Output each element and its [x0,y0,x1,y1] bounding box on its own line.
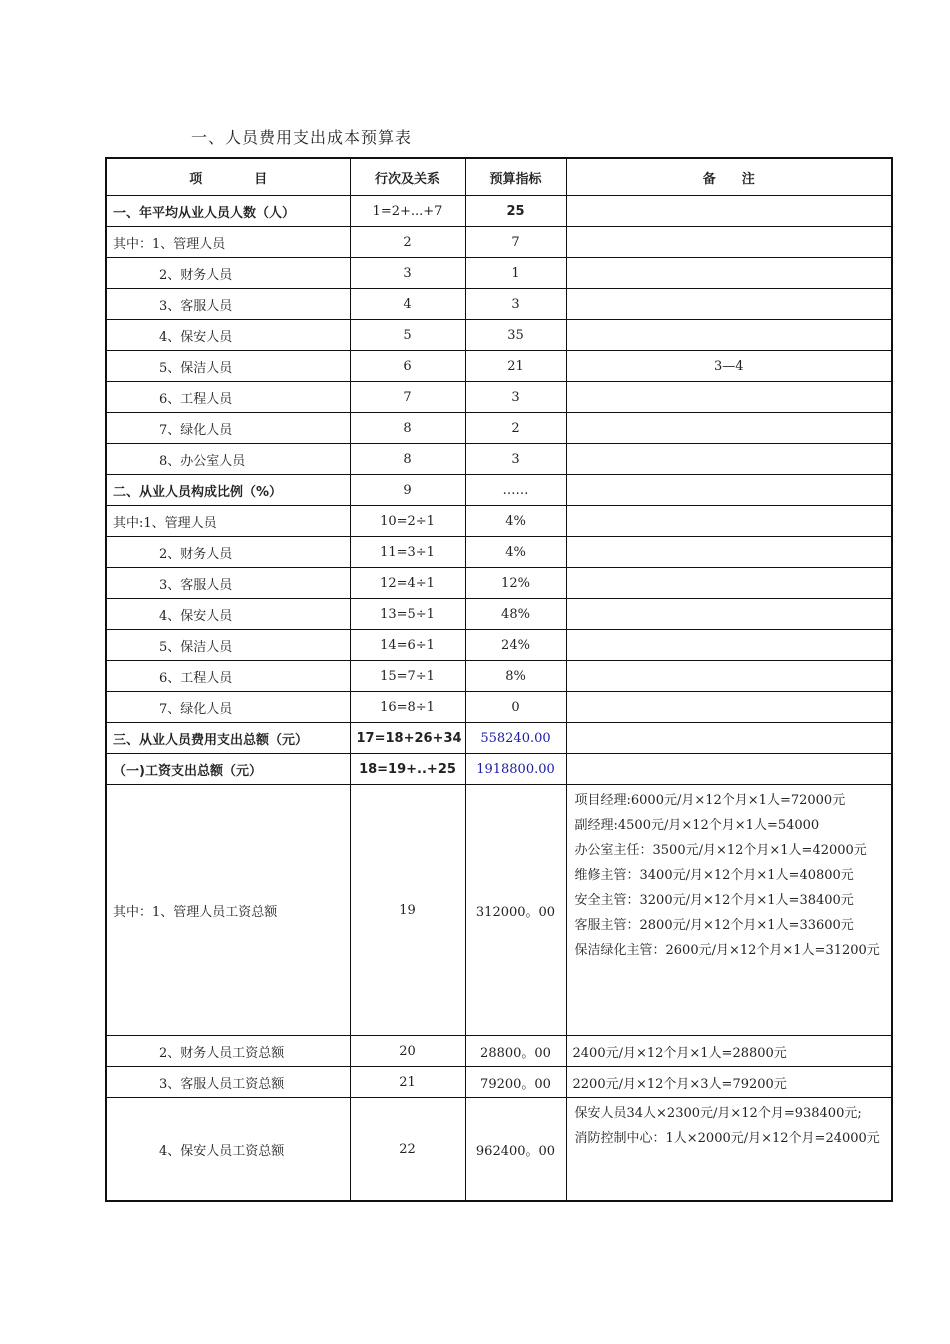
table-row [106,444,892,475]
table-row [106,785,892,1036]
budget-cell: 4% [465,506,566,537]
note-line: 客服主管：2800元/月×12个月×1人=33600元 [574,918,854,933]
header-note: 备 注 [566,158,892,196]
item-cell: （一)工资支出总额（元） [106,754,350,785]
note-cell [566,289,892,320]
note-cell [566,568,892,599]
relation-cell: 17=18+26+34 [350,723,465,754]
budget-cell: …… [465,475,566,506]
note-cell [566,506,892,537]
budget-cell: 558240.00 [465,723,566,754]
relation-cell: 15=7÷1 [350,661,465,692]
table-row [106,227,892,258]
relation-cell: 19 [350,785,465,1036]
table-row [106,258,892,289]
note-cell [566,599,892,630]
budget-cell: 35 [465,320,566,351]
budget-cell: 1918800.00 [465,754,566,785]
item-cell: 4、保安人员 [106,320,350,351]
table-row [106,1067,892,1098]
budget-cell: 79200。00 [465,1067,566,1098]
note-cell: 2200元/月×12个月×3人=79200元 [566,1067,892,1098]
budget-cell: 0 [465,692,566,723]
relation-cell: 5 [350,320,465,351]
note-cell [566,475,892,506]
note-line: 消防控制中心：1人×2000元/月×12个月=24000元 [574,1131,880,1146]
header-item: 项 目 [106,158,350,196]
item-cell: 7、绿化人员 [106,413,350,444]
table-row [106,661,892,692]
note-line: 维修主管：3400元/月×12个月×1人=40800元 [574,868,854,883]
header-budget: 预算指标 [465,158,566,196]
note-cell [566,723,892,754]
table-header-row [106,158,892,196]
item-cell: 6、工程人员 [106,661,350,692]
relation-cell: 3 [350,258,465,289]
table-row [106,413,892,444]
note-line: 安全主管：3200元/月×12个月×1人=38400元 [574,893,854,908]
note-cell [566,1098,892,1202]
table-row [106,382,892,413]
budget-cell: 3 [465,382,566,413]
table-row [106,692,892,723]
relation-cell: 8 [350,413,465,444]
relation-cell: 13=5÷1 [350,599,465,630]
note-cell [566,413,892,444]
relation-cell: 8 [350,444,465,475]
table-row [106,1098,892,1202]
item-cell: 6、工程人员 [106,382,350,413]
budget-cell: 3 [465,444,566,475]
table-row [106,1036,892,1067]
relation-cell: 7 [350,382,465,413]
item-cell: 8、办公室人员 [106,444,350,475]
relation-cell: 4 [350,289,465,320]
note-cell [566,661,892,692]
note-cell [566,630,892,661]
note-cell [566,227,892,258]
item-cell: 3、客服人员工资总额 [106,1067,350,1098]
note-cell [566,537,892,568]
item-cell: 2、财务人员工资总额 [106,1036,350,1067]
note-cell [566,258,892,289]
note-cell [566,692,892,723]
budget-cell: 312000。00 [465,785,566,1036]
table-row [106,599,892,630]
table-row [106,537,892,568]
item-cell: 其中:1、管理人员 [106,506,350,537]
relation-cell: 2 [350,227,465,258]
item-cell: 一、年平均从业人员人数（人） [106,196,350,227]
item-cell: 3、客服人员 [106,289,350,320]
note-line: 办公室主任：3500元/月×12个月×1人=42000元 [574,843,867,858]
table-row [106,196,892,227]
item-cell: 二、从业人员构成比例（%） [106,475,350,506]
table-row [106,630,892,661]
relation-cell: 14=6÷1 [350,630,465,661]
item-cell: 4、保安人员工资总额 [106,1098,350,1202]
table-row [106,351,892,382]
item-cell: 2、财务人员 [106,258,350,289]
table-row [106,289,892,320]
budget-cell: 25 [465,196,566,227]
note-cell [566,320,892,351]
page-title: 一、人员费用支出成本预算表 [191,128,413,147]
budget-cell: 7 [465,227,566,258]
note-line: 副经理:4500元/月×12个月×1人=54000 [574,818,820,833]
note-cell: 3—4 [566,351,892,382]
budget-cell: 12% [465,568,566,599]
relation-cell: 18=19+..+25 [350,754,465,785]
budget-cell: 28800。00 [465,1036,566,1067]
budget-cell: 4% [465,537,566,568]
table-row [106,723,892,754]
note-cell [566,196,892,227]
item-cell: 4、保安人员 [106,599,350,630]
note-cell [566,444,892,475]
table-row [106,506,892,537]
budget-cell: 3 [465,289,566,320]
table-row [106,754,892,785]
budget-cell: 24% [465,630,566,661]
budget-cell: 962400。00 [465,1098,566,1202]
header-relation: 行次及关系 [350,158,465,196]
item-cell: 7、绿化人员 [106,692,350,723]
note-line: 保洁绿化主管：2600元/月×12个月×1人=31200元 [574,943,880,958]
item-cell: 2、财务人员 [106,537,350,568]
table-row [106,475,892,506]
budget-cell: 21 [465,351,566,382]
table-row [106,320,892,351]
relation-cell: 11=3÷1 [350,537,465,568]
relation-cell: 10=2÷1 [350,506,465,537]
relation-cell: 21 [350,1067,465,1098]
relation-cell: 12=4÷1 [350,568,465,599]
relation-cell: 20 [350,1036,465,1067]
item-cell: 其中：1、管理人员工资总额 [106,785,350,1036]
note-cell [566,785,892,1036]
relation-cell: 9 [350,475,465,506]
note-line: 项目经理:6000元/月×12个月×1人=72000元 [574,793,846,808]
item-cell: 其中：1、管理人员 [106,227,350,258]
item-cell: 三、从业人员费用支出总额（元） [106,723,350,754]
note-cell [566,382,892,413]
item-cell: 3、客服人员 [106,568,350,599]
relation-cell: 22 [350,1098,465,1202]
relation-cell: 16=8÷1 [350,692,465,723]
relation-cell: 1=2+...+7 [350,196,465,227]
note-cell [566,754,892,785]
item-cell: 5、保洁人员 [106,351,350,382]
item-cell: 5、保洁人员 [106,630,350,661]
table-row [106,568,892,599]
budget-cell: 1 [465,258,566,289]
budget-cell: 8% [465,661,566,692]
budget-cell: 2 [465,413,566,444]
relation-cell: 6 [350,351,465,382]
budget-table [105,157,893,1202]
budget-cell: 48% [465,599,566,630]
note-cell: 2400元/月×12个月×1人=28800元 [566,1036,892,1067]
note-line: 保安人员34人×2300元/月×12个月=938400元; [574,1106,862,1121]
